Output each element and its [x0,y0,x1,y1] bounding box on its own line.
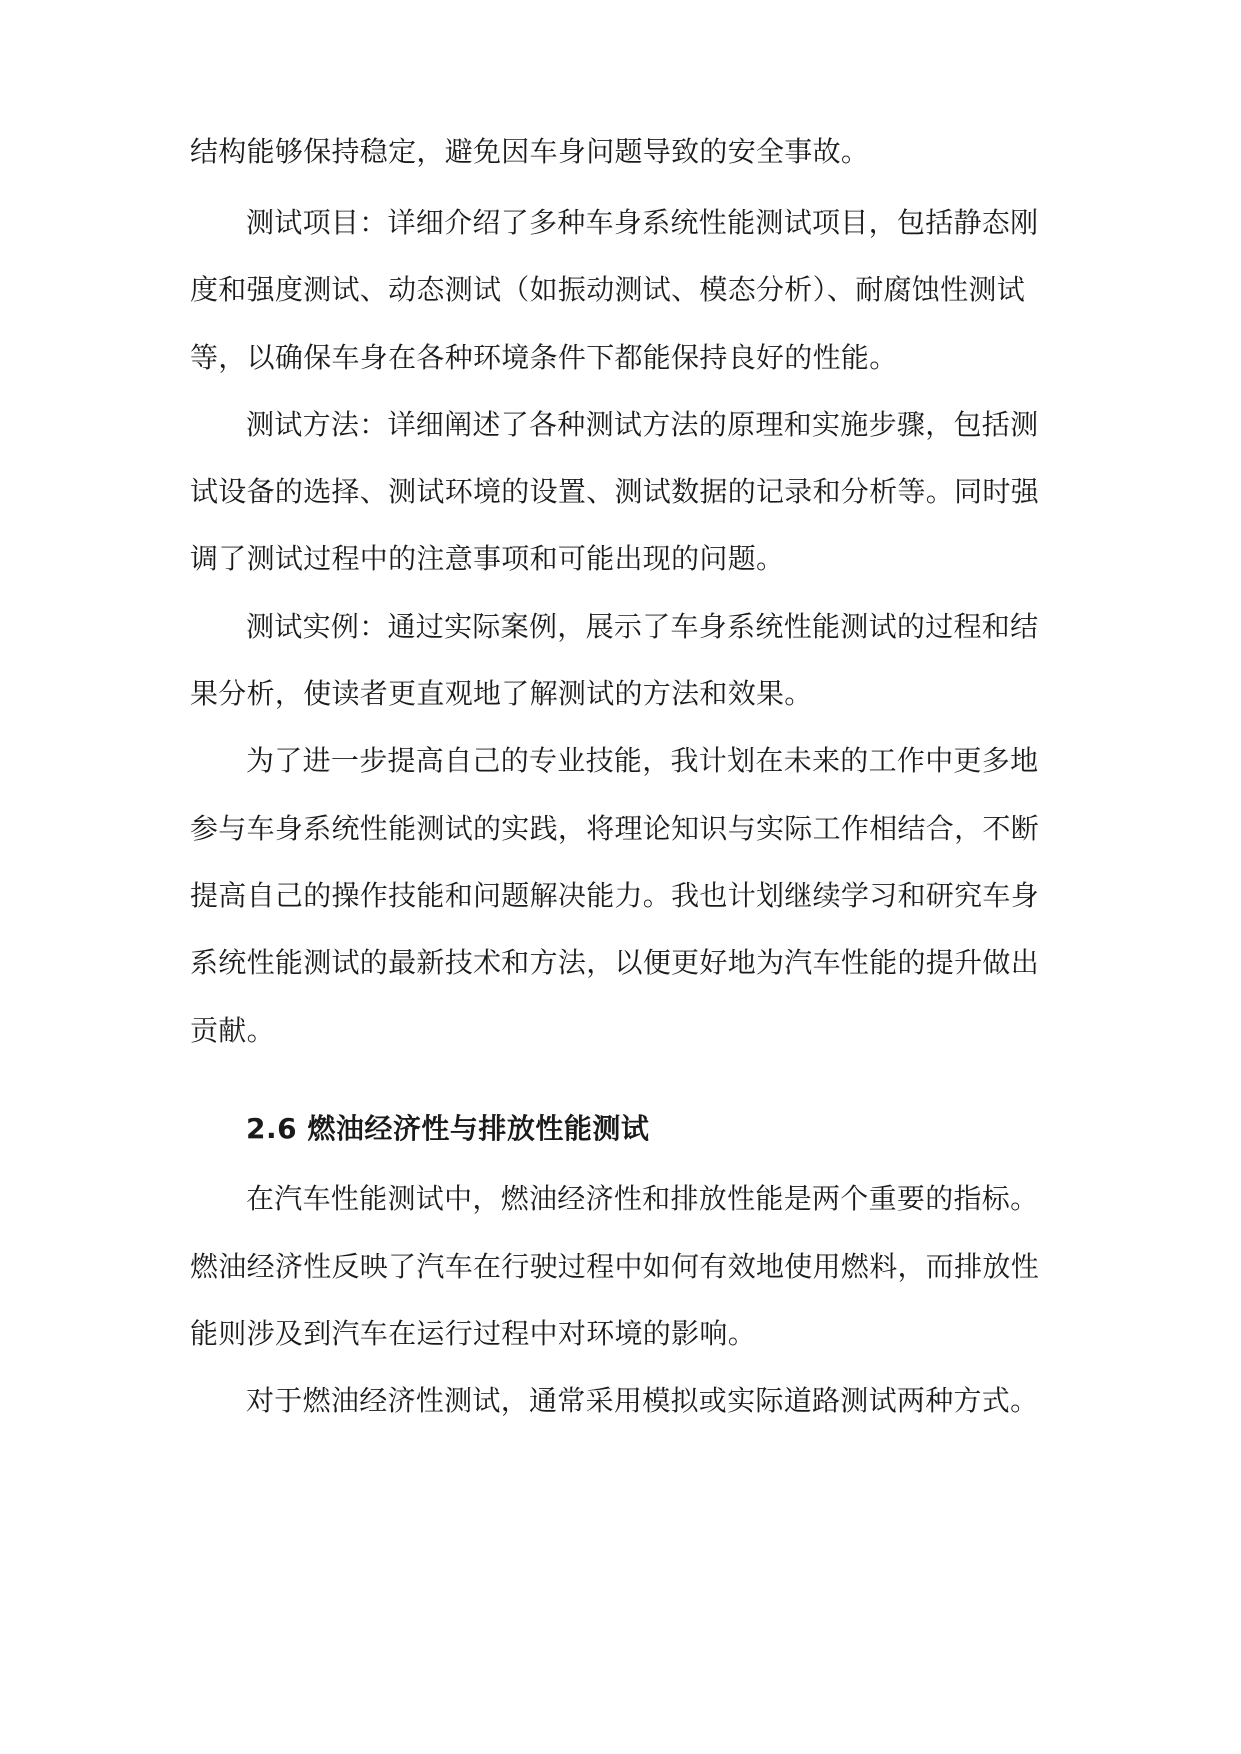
paragraph-line: 系统性能测试的最新技术和方法，以便更好地为汽车性能的提升做出 [190,946,1040,979]
section-heading: 2.6 燃油经济性与排放性能测试 [246,1112,650,1145]
paragraph-line: 测试方法：详细阐述了各种测试方法的原理和实施步骤，包括测 [246,408,1039,441]
paragraph-line: 测试实例：通过实际案例，展示了车身系统性能测试的过程和结 [246,610,1039,643]
paragraph-line: 对于燃油经济性测试，通常采用模拟或实际道路测试两种方式。 [246,1384,1039,1417]
paragraph-line: 结构能够保持稳定，避免因车身问题导致的安全事故。 [190,135,870,168]
paragraph-line: 参与车身系统性能测试的实践，将理论知识与实际工作相结合，不断 [190,812,1040,845]
paragraph-line: 测试项目：详细介绍了多种车身系统性能测试项目，包括静态刚 [246,206,1039,239]
paragraph-line: 果分析，使读者更直观地了解测试的方法和效果。 [190,677,813,710]
paragraph-line: 调了测试过程中的注意事项和可能出现的问题。 [190,542,785,575]
paragraph-line: 提高自己的操作技能和问题解决能力。我也计划继续学习和研究车身 [190,879,1040,912]
paragraph-line: 等，以确保车身在各种环境条件下都能保持良好的性能。 [190,341,898,374]
paragraph-line: 在汽车性能测试中，燃油经济性和排放性能是两个重要的指标。 [246,1182,1039,1215]
paragraph-line: 贡献。 [190,1014,275,1047]
paragraph-line: 度和强度测试、动态测试（如振动测试、模态分析）、耐腐蚀性测试 [190,273,1026,306]
paragraph-line: 为了进一步提高自己的专业技能，我计划在未来的工作中更多地 [246,744,1039,777]
paragraph-line: 试设备的选择、测试环境的设置、测试数据的记录和分析等。同时强 [190,475,1040,508]
paragraph-line: 能则涉及到汽车在运行过程中对环境的影响。 [190,1317,757,1350]
paragraph-line: 燃油经济性反映了汽车在行驶过程中如何有效地使用燃料，而排放性 [190,1250,1040,1283]
